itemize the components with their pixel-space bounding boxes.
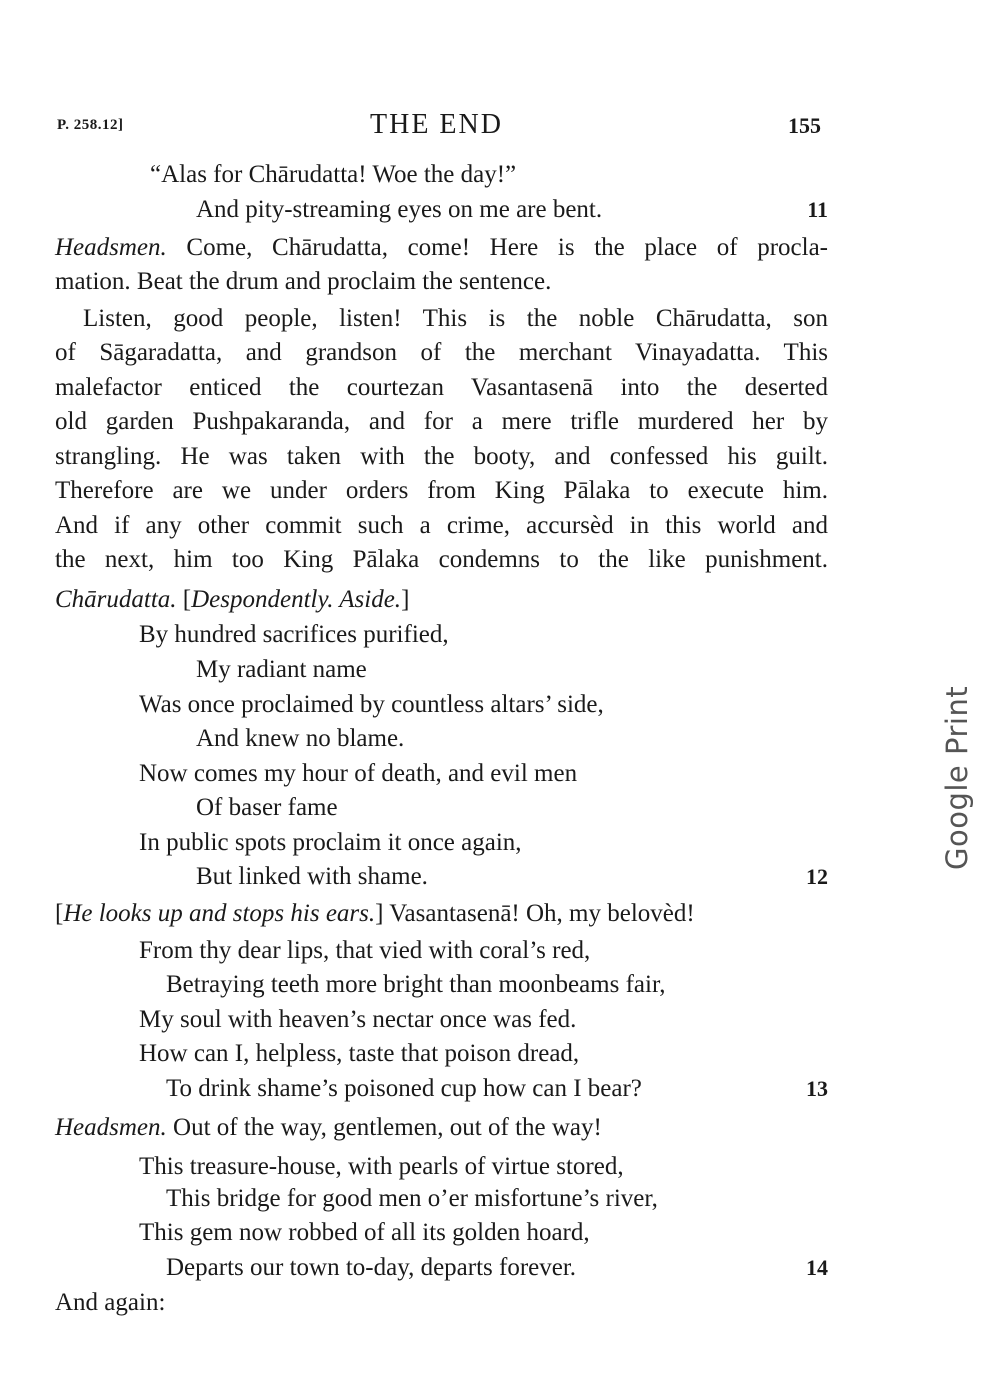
stage-direction-line — [55, 585, 409, 615]
verse-line: Betraying teeth more bright than moonbeams fair, — [166, 971, 666, 998]
prose-text: Out of the way, gentlemen, out of the way! — [166, 1114, 602, 1141]
verse-line: Now comes my hour of death, and evil men — [139, 760, 578, 787]
prose-line: mation. Beat the drum and proclaim the sentence. — [55, 268, 552, 295]
verse-line: But linked with shame. — [196, 863, 428, 890]
prose-line: malefactor enticed the courtezan Vasantasenā into the deserted — [55, 374, 828, 401]
bracket: [ — [55, 900, 64, 927]
speaker-name: Chārudatta. — [55, 586, 177, 613]
prose-line: the next, him too King Pālaka condemns to the like punishment. — [55, 546, 828, 573]
prose-line — [55, 233, 828, 263]
verse-line: By hundred sacrifices purified, — [139, 621, 449, 648]
verse-number: 12 — [806, 864, 828, 889]
prose-line: Listen, good people, listen! This is the noble Chārudatta, son — [83, 305, 828, 332]
bracket: ] — [401, 586, 410, 613]
verse-line: And pity-streaming eyes on me are bent. — [196, 196, 603, 223]
verse-line: Departs our town to-day, departs forever. — [166, 1254, 577, 1281]
verse-line: In public spots proclaim it once again, — [139, 829, 522, 856]
prose-line: And again: — [55, 1289, 166, 1316]
page-reference: P. 258.12] — [57, 117, 124, 133]
prose-line: old garden Pushpakaranda, and for a mere trifle murdered her by — [55, 408, 828, 435]
bracket: [ — [176, 586, 192, 613]
verse-number: 13 — [806, 1076, 828, 1101]
verse-line: This treasure-house, with pearls of virtue stored, — [139, 1153, 624, 1180]
prose-line: And if any other commit such a crime, accursèd in this world and — [55, 512, 828, 539]
verse-line: This bridge for good men o’er misfortune’s river, — [166, 1185, 658, 1212]
verse-line: How can I, helpless, taste that poison dread, — [139, 1040, 580, 1067]
speaker-name: Headsmen. — [55, 1114, 167, 1141]
stage-direction: He looks up and stops his ears. — [63, 900, 376, 927]
prose-line: strangling. He was taken with the booty, and confessed his guilt. — [55, 443, 828, 470]
prose-text: Come, Chārudatta, come! Here is the place of procla- — [166, 234, 828, 261]
speaker-name: Headsmen. — [55, 234, 167, 261]
verse-line: Was once proclaimed by countless altars’ side, — [139, 691, 604, 718]
verse-line: “Alas for Chārudatta! Woe the day!” — [150, 161, 517, 188]
verse-line: This gem now robbed of all its golden hoard, — [139, 1219, 590, 1246]
verse-line: To drink shame’s poisoned cup how can I bear? — [166, 1075, 642, 1102]
verse-line: Of baser fame — [196, 794, 338, 821]
verse-line: From thy dear lips, that vied with coral’s red, — [139, 937, 591, 964]
verse-number: 11 — [807, 197, 828, 222]
google-print-watermark: Google Print — [940, 685, 974, 870]
stage-direction: Despondently. Aside. — [191, 586, 402, 613]
prose-line: of Sāgaradatta, and grandson of the merchant Vinayadatta. This — [55, 339, 828, 366]
verse-line: My radiant name — [196, 656, 367, 683]
verse-line: And knew no blame. — [196, 725, 405, 752]
prose-line: Therefore are we under orders from King Pālaka to execute him. — [55, 477, 828, 504]
verse-line: My soul with heaven’s nectar once was fed. — [139, 1006, 577, 1033]
prose-line — [55, 1113, 602, 1143]
verse-number: 14 — [806, 1255, 828, 1280]
prose-text: ] Vasantasenā! Oh, my belovèd! — [375, 900, 695, 927]
page-number: 155 — [788, 113, 821, 138]
running-title: THE END — [370, 109, 503, 140]
stage-direction-line — [55, 899, 695, 929]
